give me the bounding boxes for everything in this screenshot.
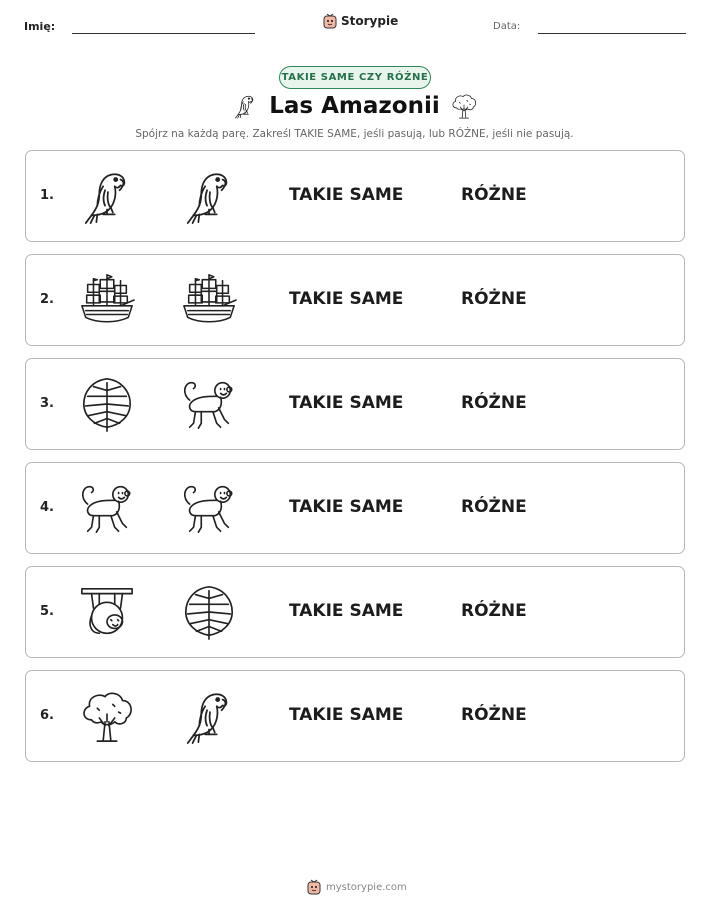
exercise-row-3 xyxy=(25,358,685,450)
storypie-logo-icon xyxy=(307,879,321,895)
storypie-logo-icon xyxy=(323,13,337,29)
tree-icon xyxy=(78,687,136,745)
option-same[interactable]: TAKIE SAME xyxy=(289,393,404,413)
exercise-row-4 xyxy=(25,462,685,554)
option-different[interactable]: RÓŻNE xyxy=(461,497,527,517)
option-same[interactable]: TAKIE SAME xyxy=(289,601,404,621)
instructions: Spójrz na każdą parę. Zakreśl TAKIE SAME, jeśli pasują, lub RÓŻNE, jeśli nie pasują. xyxy=(135,128,574,140)
ship-icon xyxy=(180,271,238,329)
activity-type-badge: TAKIE SAME CZY RÓŻNE xyxy=(279,66,431,89)
name-field[interactable] xyxy=(72,33,255,34)
leaf-icon xyxy=(180,583,238,641)
tree-icon xyxy=(450,91,478,121)
footer xyxy=(307,879,407,895)
option-different[interactable]: RÓŻNE xyxy=(461,601,527,621)
option-different[interactable]: RÓŻNE xyxy=(461,393,527,413)
option-same[interactable]: TAKIE SAME xyxy=(289,705,404,725)
parrot-icon xyxy=(180,687,238,745)
date-label: Data: xyxy=(493,21,521,32)
parrot-icon xyxy=(180,167,238,225)
exercise-row-6 xyxy=(25,670,685,762)
date-field[interactable] xyxy=(538,33,686,34)
name-label: Imię: xyxy=(24,20,56,33)
option-different[interactable]: RÓŻNE xyxy=(461,289,527,309)
row-number: 1. xyxy=(40,188,54,203)
parrot-icon xyxy=(78,167,136,225)
monkey-icon xyxy=(180,479,238,537)
row-number: 4. xyxy=(40,500,54,515)
exercise-row-2 xyxy=(25,254,685,346)
option-different[interactable]: RÓŻNE xyxy=(461,705,527,725)
row-number: 3. xyxy=(40,396,54,411)
option-same[interactable]: TAKIE SAME xyxy=(289,289,404,309)
ship-icon xyxy=(78,271,136,329)
row-number: 5. xyxy=(40,604,54,619)
exercise-row-1 xyxy=(25,150,685,242)
option-same[interactable]: TAKIE SAME xyxy=(289,497,404,517)
row-number: 2. xyxy=(40,292,54,307)
brand-name: Storypie xyxy=(341,14,399,28)
monkey-icon xyxy=(78,479,136,537)
monkey-icon xyxy=(180,375,238,433)
row-number: 6. xyxy=(40,708,54,723)
exercise-row-5 xyxy=(25,566,685,658)
option-different[interactable]: RÓŻNE xyxy=(461,185,527,205)
brand xyxy=(323,13,398,29)
sloth-icon xyxy=(78,583,136,641)
footer-url[interactable]: mystorypie.com xyxy=(326,881,407,893)
leaf-icon xyxy=(78,375,136,433)
option-same[interactable]: TAKIE SAME xyxy=(289,185,404,205)
page-title: Las Amazonii xyxy=(269,93,440,119)
